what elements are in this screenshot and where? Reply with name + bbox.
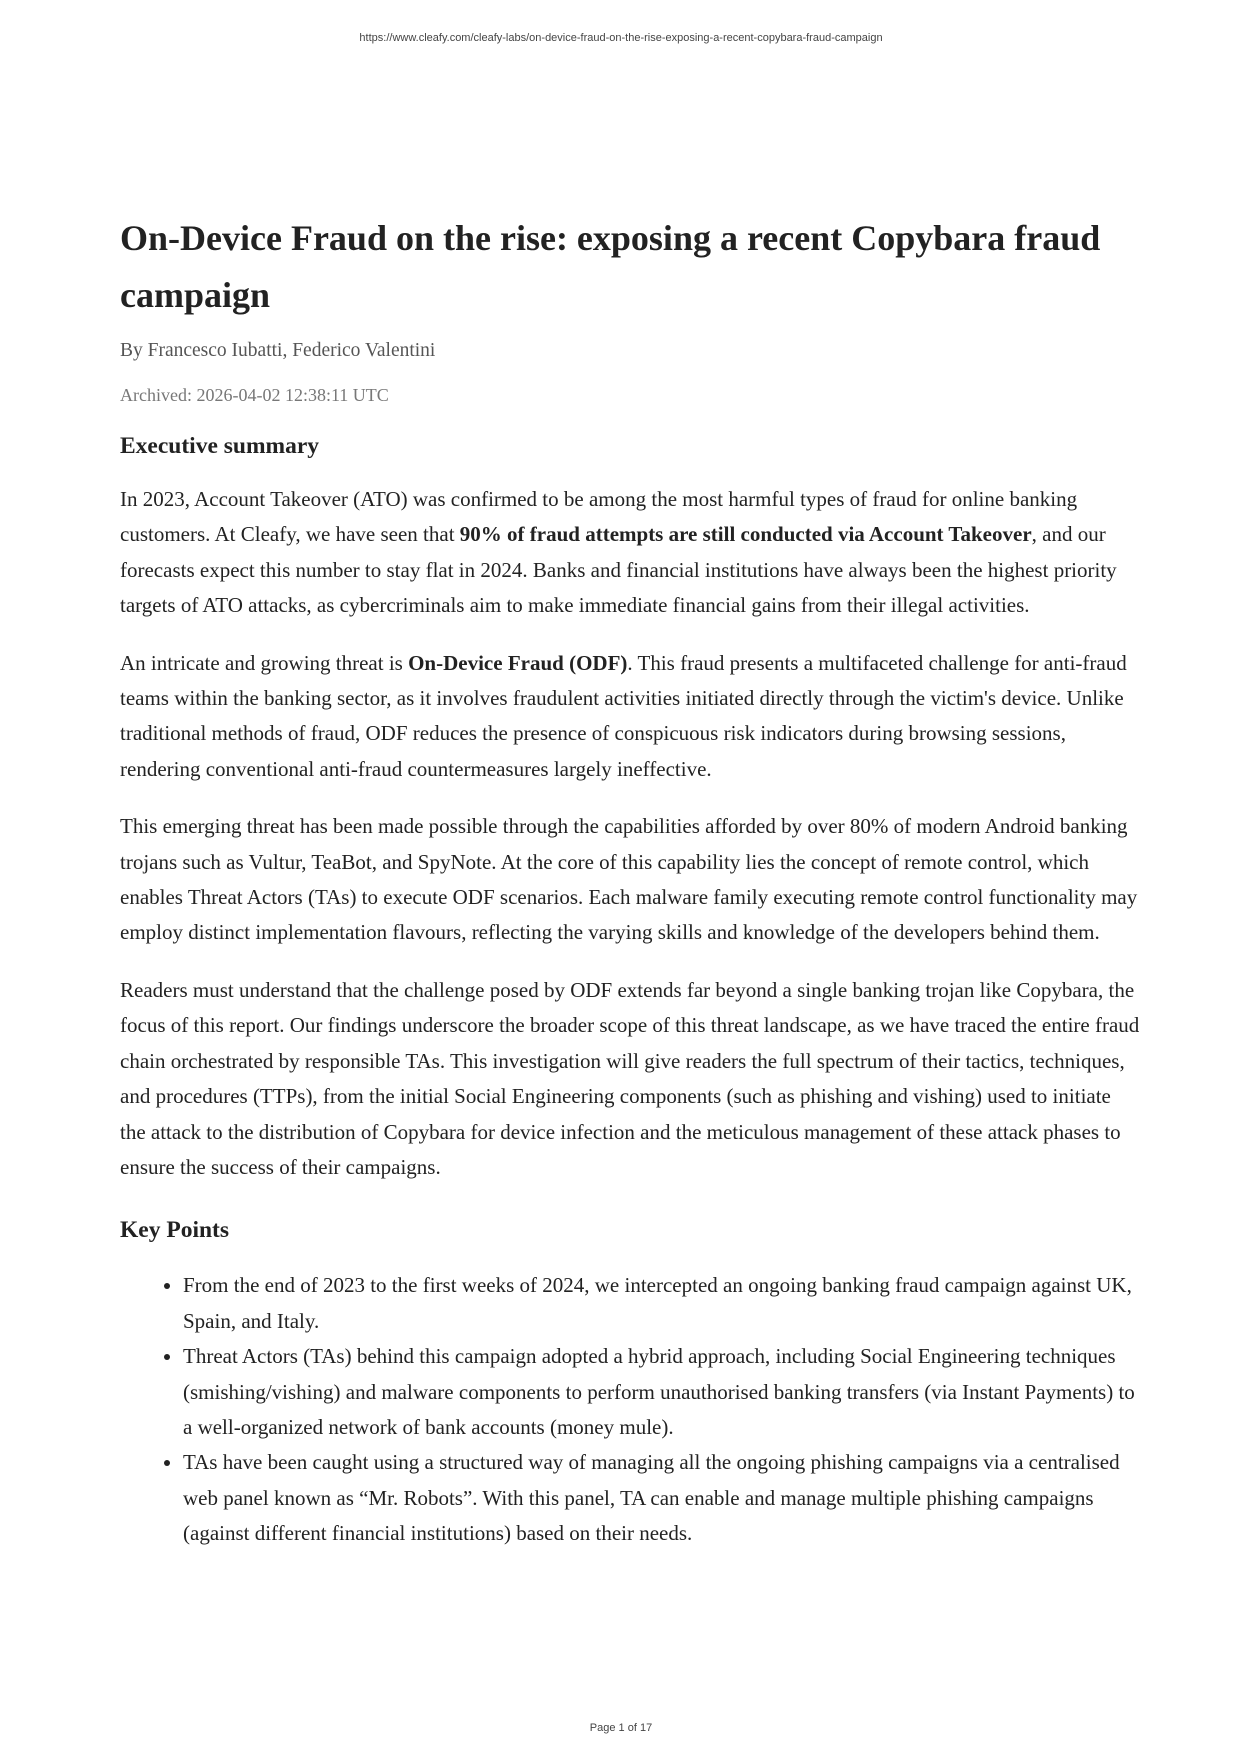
list-item: • Threat Actors (TAs) behind this campaign adopted a hybrid approach, including Social Engineering techniques (smishing/vishing) and malware components to perform unauthorised banking transfers (via Instant Payments) to a well-organized network of bank accounts (money mule). [183, 1339, 1140, 1445]
paragraph-3: This emerging threat has been made possible through the capabilities afforded by over 80% of modern Android banking trojans such as Vultur, TeaBot, and SpyNote. At the core of this capability lies the concept of remote control, which enables Threat Actors (TAs) to execute ODF scenarios. Each malware family executing remote control functionality may employ distinct implementation flavours, reflecting the varying skills and knowledge of the developers behind them. [120, 814, 1138, 945]
list-item: • TAs have been caught using a structured way of managing all the ongoing phishing campaigns via a centralised web panel known as “Mr. Robots”. With this panel, TA can enable and manage multiple phishing campaigns (against different financial institutions) based on their needs. [183, 1445, 1140, 1551]
text: An intricate and growing threat is [120, 650, 409, 675]
key-points-list [120, 1268, 1140, 1551]
text: In 2023, Account Takeover (ATO) was confirmed to be among the most harmful types of fraud for online banking customers. At Cleafy, we have seen that [120, 487, 1078, 547]
key-points-heading: Key Points [120, 1217, 230, 1244]
source-url: https://www.cleafy.com/cleafy-labs/on-device-fraud-on-the-rise-exposing-a-recent-copybara-fraud-campaign [359, 32, 883, 44]
paragraph-1 [120, 482, 1140, 624]
paragraph-4: Readers must understand that the challenge posed by ODF extends far beyond a single banking trojan like Copybara, the focus of this report. Our findings underscore the broader scope of this threat landscape, as we have traced the entire fraud chain orchestrated by responsible TAs. This investigation will give readers the full spectrum of their tactics, techniques, and procedures (TTPs), from the initial Social Engineering components (such as phishing and vishing) used to initiate the attack to the distribution of Copybara for device infection and the meticulous management of these attack phases to ensure the success of their campaigns. [120, 977, 1140, 1179]
text: . This fraud presents a multifaceted challenge for anti-fraud teams within the banking sector, as it involves fraudulent activities initiated directly through the victim's device. Unlike traditional methods of fraud, ODF reduces the presence of conspicuous risk indicators during browsing sessions, rendering conventional anti-fraud countermeasures largely ineffective. [120, 650, 1127, 781]
text: , and our forecasts expect this number to stay flat in 2024. Banks and financial institutions have always been the highest priority targets of ATO attacks, as cybercriminals aim to make immediate financial gains from their illegal activities. [120, 522, 1117, 618]
bold-text: 90% of fraud attempts are still conducted via Account Takeover [459, 522, 1032, 547]
paragraph-2 [120, 646, 1140, 788]
byline: By Francesco Iubatti, Federico Valentini [120, 340, 436, 361]
executive-summary-heading: Executive summary [120, 433, 320, 459]
list-item: • From the end of 2023 to the first weeks of 2024, we intercepted an ongoing banking fraud campaign against UK, Spain, and Italy. [183, 1268, 1140, 1339]
article-title: On-Device Fraud on the rise: exposing a recent Copybara fraud campaign [120, 218, 1101, 315]
archived-timestamp: Archived: 2026-04-02 12:38:11 UTC [120, 385, 389, 405]
bold-text: On-Device Fraud (ODF) [408, 650, 628, 675]
page-number: Page 1 of 17 [589, 1722, 653, 1734]
article [120, 210, 1140, 1552]
